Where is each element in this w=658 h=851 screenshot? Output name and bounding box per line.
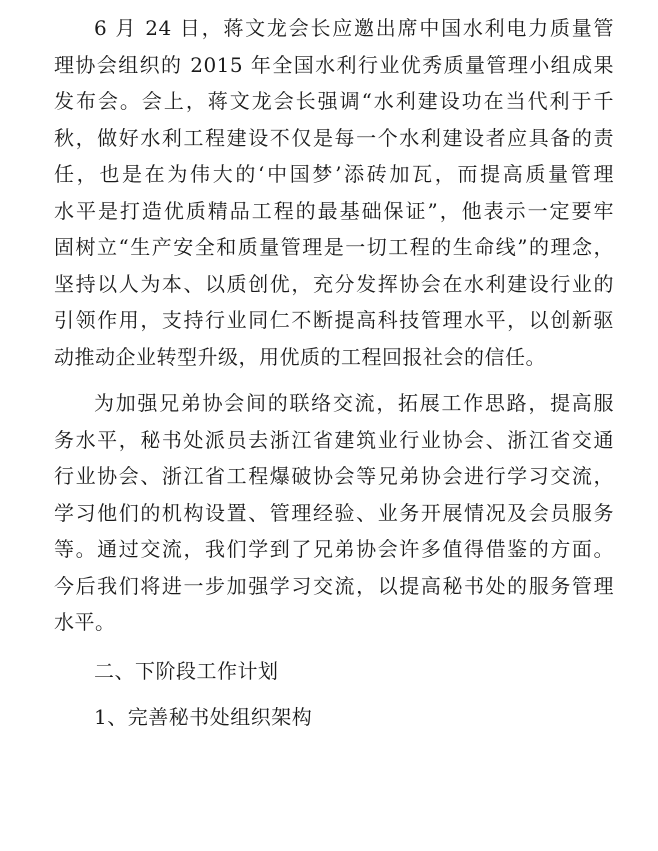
text-line: 为加强兄弟协会间的联络交流，拓展工作思路，提高服: [94, 391, 614, 415]
text-line: 今后我们将进一步加强学习交流，以提高秘书处的服务管理: [54, 573, 614, 598]
text-line: 水平。: [54, 610, 116, 634]
text-line: 理协会组织的 2015 年全国水利行业优秀质量管理小组成果: [54, 52, 614, 77]
text-line: 任，也是在为伟大的‘中国梦’添砖加瓦，而提高质量管理: [54, 162, 614, 186]
text-line: 坚持以人为本、以质创优，充分发挥协会在水利建设行业的: [54, 271, 614, 296]
text-line: 水平是打造优质精品工程的最基础保证”，他表示一定要牢: [54, 198, 614, 223]
text-line: 固树立“生产安全和质量管理是一切工程的生命线”的理念，: [54, 235, 614, 259]
text-line: 务水平，秘书处派员去浙江省建筑业行业协会、浙江省交通: [54, 427, 614, 452]
text-line: 秋，做好水利工程建设不仅是每一个水利建设者应具备的责: [54, 125, 614, 150]
document-page: [54, 10, 614, 736]
section-heading: 二、下阶段工作计划: [94, 658, 279, 683]
text-line: 等。通过交流，我们学到了兄弟协会许多值得借鉴的方面。: [54, 537, 614, 561]
paragraph-1: [54, 10, 614, 375]
sub-heading: 1、完善秘书处组织架构: [94, 705, 313, 729]
text-line: 行业协会、浙江省工程爆破协会等兄弟协会进行学习交流，: [54, 464, 614, 488]
text-line: 学习他们的机构设置、管理经验、业务开展情况及会员服务: [54, 500, 614, 525]
text-line: 引领作用，支持行业同仁不断提高科技管理水平，以创新驱: [54, 308, 614, 332]
text-line: 动推动企业转型升级，用优质的工程回报社会的信任。: [54, 344, 546, 369]
paragraph-2: [54, 385, 614, 641]
text-line: 6 月 24 日，蒋文龙会长应邀出席中国水利电力质量管: [94, 16, 614, 40]
text-line: 发布会。会上，蒋文龙会长强调“水利建设功在当代利于千: [54, 89, 614, 113]
